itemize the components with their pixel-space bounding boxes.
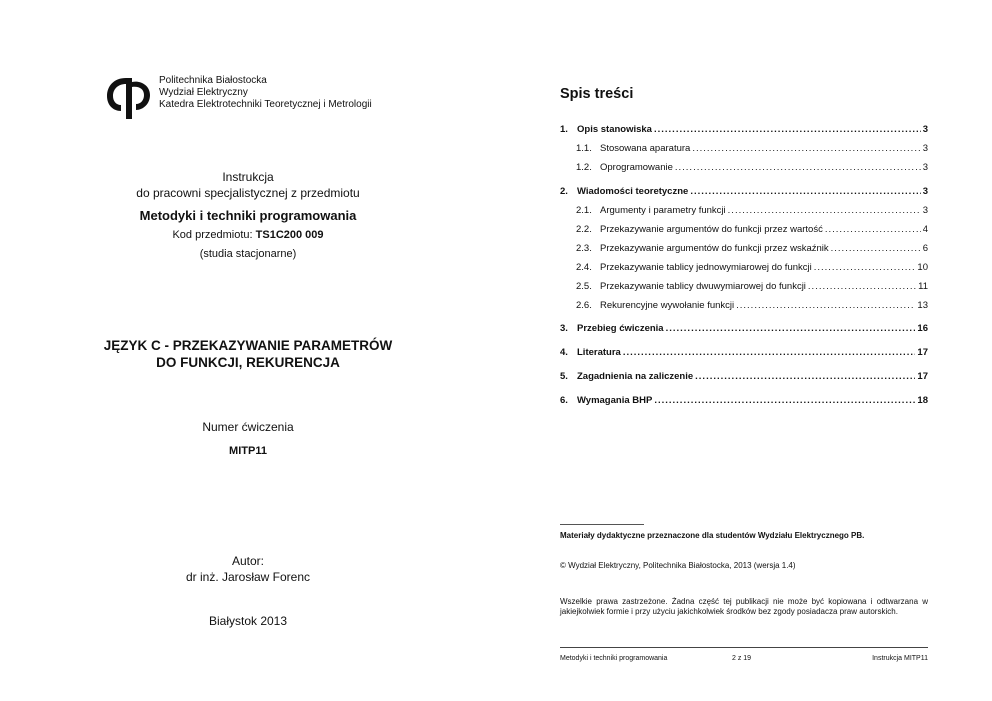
toc-entry-page: 16 <box>917 323 928 334</box>
toc-entry-1-1[interactable] <box>576 143 928 156</box>
toc-entry-page: 6 <box>922 243 928 254</box>
exercise-label: Numer ćwiczenia <box>202 420 294 434</box>
toc-entry-label: Wymagania BHP <box>577 395 653 406</box>
toc-entry-page: 10 <box>917 262 928 273</box>
toc-entry-label: Oprogramowanie <box>600 162 673 173</box>
footer-divider <box>560 647 928 648</box>
toc-entry-number: 4. <box>560 347 568 358</box>
footnote-divider <box>560 524 644 525</box>
subject-name: Metodyki i techniki programowania <box>139 208 357 223</box>
toc-entry-number: 2.3. <box>576 243 592 254</box>
toc-leader <box>736 300 915 311</box>
footer-subject: Metodyki i techniki programowania <box>560 655 668 662</box>
footer-page-number: 2 z 19 <box>732 655 752 662</box>
toc-entry-label: Przebieg ćwiczenia <box>577 323 664 334</box>
toc-entry-number: 2.4. <box>576 262 592 273</box>
toc-title: Spis treści <box>560 86 634 102</box>
toc-entry-label: Przekazywanie argumentów do funkcji przez wskaźnik <box>600 243 829 254</box>
toc-entry-4[interactable] <box>560 347 928 360</box>
toc-entry-page: 13 <box>917 300 928 311</box>
toc-leader <box>814 262 916 273</box>
author-name: dr inż. Jarosław Forenc <box>185 570 311 584</box>
toc-entry-label: Przekazywanie argumentów do funkcji przez wartość <box>600 224 823 235</box>
toc-leader <box>695 371 915 382</box>
toc-entry-page: 3 <box>922 162 928 173</box>
toc-entry-3[interactable] <box>560 323 928 336</box>
toc-entry-number: 2. <box>560 186 568 197</box>
course-code <box>0 229 496 241</box>
toc-entry-number: 5. <box>560 371 568 382</box>
toc-entry-label: Zagadnienia na zaliczenie <box>577 371 694 382</box>
toc-leader <box>675 162 921 173</box>
toc-entry-label: Przekazywanie tablicy jednowymiarowej do funkcji <box>600 262 812 273</box>
toc-entry-2-2[interactable] <box>576 224 928 237</box>
document-title-line2: DO FUNKCJI, REKURENCJA <box>156 355 340 370</box>
toc-leader <box>728 205 921 216</box>
toc-entry-2-3[interactable] <box>576 243 928 256</box>
intro-line1: Instrukcja <box>222 170 274 184</box>
toc-entry-number: 1.2. <box>576 162 592 173</box>
toc-entry-page: 17 <box>917 347 928 358</box>
toc-leader <box>825 224 921 235</box>
toc-entry-page: 3 <box>922 124 928 135</box>
toc-entry-label: Przekazywanie tablicy dwuwymiarowej do funkcji <box>600 281 806 292</box>
toc-entry-2-1[interactable] <box>576 205 928 218</box>
place-year: Białystok 2013 <box>208 614 288 628</box>
toc-entry-2-5[interactable] <box>576 281 928 294</box>
toc-entry-number: 6. <box>560 395 568 406</box>
toc-entry-number: 2.5. <box>576 281 592 292</box>
institution-faculty: Wydział Elektryczny <box>159 87 248 98</box>
copyright-note: © Wydział Elektryczny, Politechnika Białostocka, 2013 (wersja 1.4) <box>560 561 796 570</box>
university-logo-icon <box>104 72 154 122</box>
institution-university: Politechnika Białostocka <box>159 75 267 86</box>
toc-entry-6[interactable] <box>560 395 928 408</box>
toc-entry-number: 2.2. <box>576 224 592 235</box>
footer-doc-id: Instrukcja MITP11 <box>872 655 928 662</box>
toc-leader <box>654 124 921 135</box>
toc-entry-page: 4 <box>922 224 928 235</box>
institution-block <box>159 75 372 111</box>
toc-entry-page: 18 <box>917 395 928 406</box>
toc-leader <box>808 281 916 292</box>
toc-entry-label: Opis stanowiska <box>577 124 652 135</box>
course-code-value: TS1C200 009 <box>255 229 324 241</box>
toc-entry-2-4[interactable] <box>576 262 928 275</box>
document-title-line1: JĘZYK C - PRZEKAZYWANIE PARAMETRÓW <box>103 338 393 353</box>
course-code-label: Kod przedmiotu: <box>172 229 253 241</box>
materials-note: Materiały dydaktyczne przeznaczone dla studentów Wydziału Elektrycznego PB. <box>560 531 865 540</box>
exercise-code: MITP11 <box>229 445 267 457</box>
toc-entry-2[interactable] <box>560 186 928 199</box>
author-label: Autor: <box>231 554 264 568</box>
toc-leader <box>831 243 921 254</box>
toc-leader <box>623 347 916 358</box>
study-mode: (studia stacjonarne) <box>199 248 297 260</box>
toc-leader <box>666 323 916 334</box>
toc-entry-1[interactable] <box>560 124 928 137</box>
toc-entry-2-6[interactable] <box>576 300 928 313</box>
toc-leader <box>692 143 920 154</box>
rights-note: Wszelkie prawa zastrzeżone. Żadna część tej publikacji nie może być kopiowana i odtwarzana w jakiejkolwiek formie i przy użyciu jakichkolwiek środków bez zgody posiadacza praw autorskich. <box>560 597 928 616</box>
toc-entry-label: Wiadomości teoretyczne <box>577 186 689 197</box>
toc-leader <box>690 186 920 197</box>
toc-entry-label: Rekurencyjne wywołanie funkcji <box>600 300 735 311</box>
toc-entry-number: 1. <box>560 124 568 135</box>
toc-entry-label: Literatura <box>577 347 621 358</box>
toc-entry-5[interactable] <box>560 371 928 384</box>
toc-entry-page: 3 <box>922 205 928 216</box>
toc-entry-page: 11 <box>918 281 928 292</box>
toc-entry-page: 3 <box>922 143 928 154</box>
toc-leader <box>654 395 915 406</box>
institution-department: Katedra Elektrotechniki Teoretycznej i Metrologii <box>159 99 372 110</box>
toc-entry-number: 1.1. <box>576 143 592 154</box>
toc-entry-page: 17 <box>917 371 928 382</box>
toc-entry-number: 2.1. <box>576 205 592 216</box>
toc-entry-1-2[interactable] <box>576 162 928 175</box>
intro-line2: do pracowni specjalistycznej z przedmiotu <box>136 186 360 200</box>
toc-entry-page: 3 <box>922 186 928 197</box>
toc-entry-number: 2.6. <box>576 300 592 311</box>
toc-entry-number: 3. <box>560 323 568 334</box>
toc-entry-label: Argumenty i parametry funkcji <box>600 205 726 216</box>
toc-entry-label: Stosowana aparatura <box>600 143 691 154</box>
